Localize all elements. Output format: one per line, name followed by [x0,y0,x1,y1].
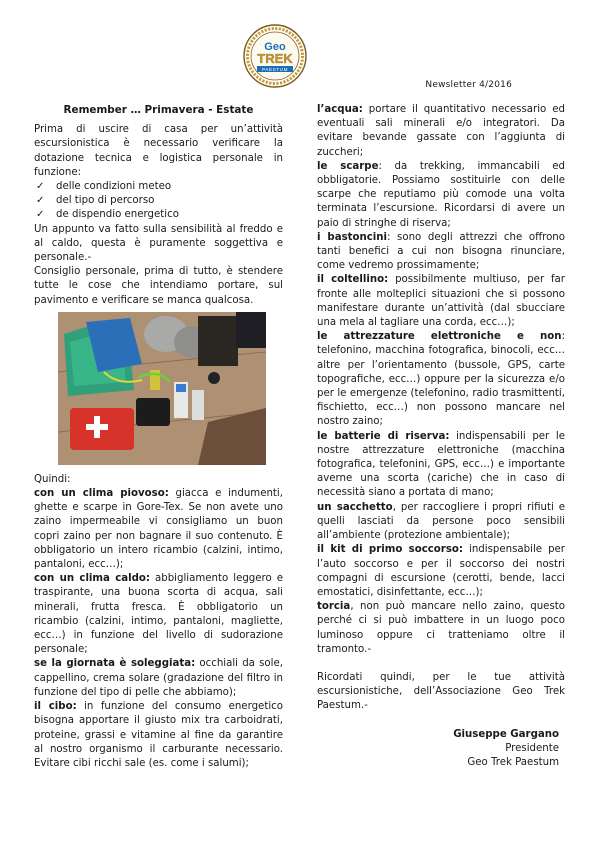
bag-item: un sacchetto, per raccogliere i propri rifiuti e quelli lasciati da persone poco sensibili all’ambiente (protezione ambientale); [317,501,565,542]
water-item: l’acqua: portare il quantitativo necessario ed eventuali sali minerali e/o integratori. Da evitare bevande gassate con l’aggiunta di zuccheri; [317,104,565,158]
newsletter-number: Newsletter 4/2016 [425,80,512,90]
left-column [34,103,283,771]
logo-text-paestum: PAESTUM [261,66,289,72]
logo-text-geo: Geo [264,41,286,53]
torch-item: torcia, non può mancare nello zaino, questo perché ci si può imbattere in un luogo poco luminoso oppure ci tratteniamo oltre il tramonto.- [317,601,565,655]
geo-trek-logo [243,24,307,88]
rainy-weather-item: con un clima piovoso: giacca e indumenti, ghette e scarpe in Gore-Tex. Se non avete uno zaino impermeabile vi consigliamo un buon copri zaino per non bagnare il suo contenuto. È obbligatorio un intero ricambio (calzini, intimo, pantaloni, ecc…); [34,488,283,571]
sensitivity-paragraph: Un appunto va fatto sulla sensibilità al freddo e al caldo, questa è puramente soggettiva e personale.- [34,223,283,264]
signature-org: Geo Trek Paestum [467,756,559,768]
closing-paragraph: Ricordati quindi, per le tue attività escursionistiche, dell’Associazione Geo Trek Paestum.- [317,671,565,712]
hot-weather-item: con un clima caldo: abbigliamento leggero e traspirante, una buona scorta di acqua, sali minerali, frutta fresca. È obbligatorio un ricambio (calzini, intimo, pantaloni, magliette, ecc…) in funzione del livello di sudorazione personale; [34,573,283,656]
quindi-label: Quindi: [34,473,71,485]
gear-photo [58,312,266,465]
checkmark-icon: ✓ [36,209,45,221]
signature-name: Giuseppe Gargano [453,728,559,740]
poles-item: i bastoncini: sono degli attrezzi che offrono tanti benefici a cui non bisogna rinunciare, come vedremo prossimamente; [317,231,565,272]
logo-text-trek: TREK [257,51,293,66]
electronics-item: le attrezzature elettroniche e non: telefonino, macchina fotografica, binocoli, ecc… altre per l’orientamento (bussole, GPS, carte topografiche, ecc…) oppure per la sicurezza e/o per le emergenze (telefonino, radio trasmittenti, fischietto, ecc…) non possono mancare nel nostro zaino; [317,331,565,428]
first-aid-item: il kit di primo soccorso: indispensabile per l’auto soccorso e per il soccorso dei nostri compagni di escursione (cerotti, bende, lacci emostatici, disinfettante, ecc…); [317,544,565,598]
checklist [34,180,283,223]
checkmark-icon: ✓ [36,195,45,207]
checklist-item: ✓ delle condizioni meteo [34,180,283,194]
right-column [317,103,565,770]
food-item: il cibo: in funzione del consumo energetico bisogna apportare il giusto mix tra carboidrati, proteine, grassi e vitamine al fine da garantire al nostro organismo il carburante necessario. Evitare cibi ricchi sale (es. come i salumi); [34,701,283,769]
intro-paragraph: Prima di uscire di casa per un’attività escursionistica è necessario verificare la dotazione tecnica e logistica personale in funzione: [34,124,283,178]
knife-item: il coltellino: possibilmente multiuso, per far fronte alle molteplici situazioni che si possono manifestare durante un’attività (dal sbucciare una mela al tagliare una corda, ecc…); [317,274,565,329]
checkmark-icon: ✓ [36,181,45,193]
checklist-item: ✓ de dispendio energetico [34,208,283,222]
signature-role: Presidente [505,742,559,754]
sunny-day-item: se la giornata è soleggiata: occhiali da sole, cappellino, crema solare (gradazione del filtro in funzione del tipo di pelle che abbiamo); [34,658,283,698]
advice-paragraph: Consiglio personale, prima di tutto, è stendere tutte le cose che intendiamo portare, sul pavimento e verificare se manca qualcosa. [34,266,283,306]
article-title: Remember … Primavera - Estate [63,104,254,116]
batteries-item: le batterie di riserva: indispensabili per le nostre attrezzature elettroniche (macchina fotografica, telefonini, GPS, ecc…) e importante averne una scorta (cariche) che in caso di necessità siano a portata di mano; [317,430,565,499]
shoes-item: le scarpe: da trekking, immancabili ed obbligatorie. Possiamo sostituirle con delle scarpe che reputiamo più comode una volta terminata l’escursione. Ricordarsi di avere un paio di stringhe di riserva; [317,160,565,229]
checklist-item: ✓ del tipo di percorso [34,194,283,208]
